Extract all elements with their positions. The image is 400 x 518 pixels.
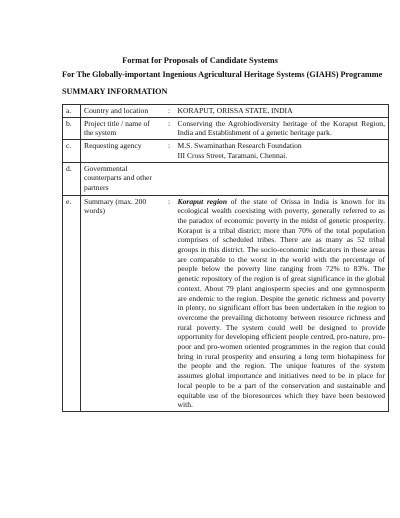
row-index: e.	[63, 195, 81, 411]
row-index: b.	[63, 117, 81, 139]
agency-name: M.S. Swaminathan Research Foundation	[177, 141, 302, 151]
summary-table	[62, 104, 389, 412]
summary-text	[175, 195, 389, 411]
agency-address: III Cross Street, Taramani, Chennai.	[177, 150, 288, 160]
row-colon	[164, 162, 175, 195]
row-index: d.	[63, 162, 81, 195]
table-row	[63, 162, 389, 195]
row-value	[175, 162, 389, 195]
row-label: Governmental counterparts and other partners	[81, 162, 164, 195]
row-value	[175, 140, 389, 162]
table-row	[63, 105, 389, 118]
row-colon: :	[164, 105, 175, 118]
row-label: Project title / name of the system	[81, 117, 164, 139]
row-colon: :	[164, 140, 175, 162]
table-row	[63, 195, 389, 411]
row-value: Conserving the Agrobiodiversity heritage of the Koraput Region, India and Establishment of a genetic heritage park.	[175, 117, 389, 139]
row-label: Country and location	[81, 105, 164, 118]
summary-lead: Koraput region	[177, 196, 228, 206]
table-row	[63, 117, 389, 139]
row-colon: :	[164, 195, 175, 411]
document-title: Format for Proposals of Candidate Systems	[122, 56, 278, 65]
summary-body: of the state of Orissa in India is known for its ecological wealth coexisting with poverty, generally referred to as the paradox of economic poverty in the midst of genetic prosperity. Koraput is a tribal district; more than 70% of the total population comprises of scheduled tribes. There are as many as 52 tribal groups in this district. The socio-economic indicators in these areas are comparable to the worst in the world with the percentage of people below the poverty line ranging from 72% to 83%. The genetic repository of the region is of great significance in the global context. About 79 plant angiosperm species and one gymnosperm are endemic to the region. Despite the genetic richness and poverty in plenty, no significant effort has been undertaken in the region to overcome the prevailing dichotomy between resource richness and rural poverty. The system could well be designed to provide opportunity for developing efficient people centred, pro-nature, pro-poor and pro-women oriented programmes in the region that could bring in rural prosperity and ensuring a long term biohapiness for the people and the region. The unique features of the system assumes global importance and initiatives need to be in place for local people to be a part of the conservation and sustainable and equitable use of the bioresources which they have been bestowed with.	[177, 196, 385, 410]
row-label: Requesting agency	[81, 140, 164, 162]
row-label: Summary (max. 200 words)	[81, 195, 164, 411]
row-colon: :	[164, 117, 175, 139]
row-value: KORAPUT, ORISSA STATE, INDIA	[175, 105, 389, 118]
table-row	[63, 140, 389, 162]
row-index: a.	[63, 105, 81, 118]
document-subtitle: For The Globally-important Ingenious Agricultural Heritage Systems (GIAHS) Programme	[62, 70, 383, 79]
row-index: c.	[63, 140, 81, 162]
section-heading: SUMMARY INFORMATION	[62, 87, 168, 96]
